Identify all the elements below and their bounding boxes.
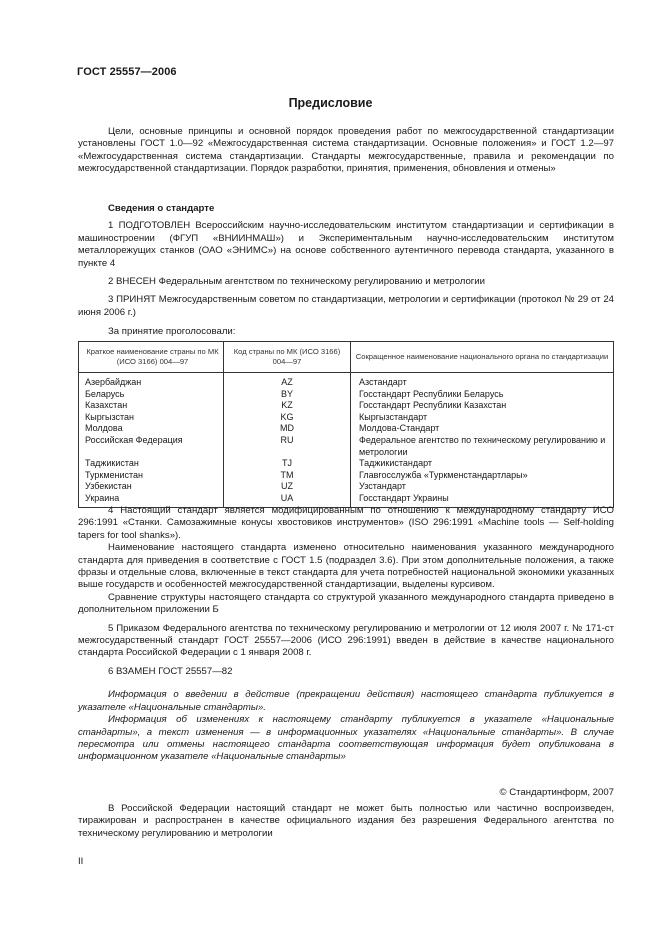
table-row: [79, 412, 614, 424]
code-cell: TM: [224, 470, 351, 482]
item-4: 4 Настоящий стандарт является модифицированным по отношению к международному стандарту ИСО 296:1991 «Станки. Самозажимные конусы хвостовиков инструментов» (ISO 296:1991 «Machine tools — Self-holding tapers for tool shanks»).: [78, 505, 614, 541]
table-row: [79, 458, 614, 470]
table-header-country: Краткое наименование страны по МК (ИСО 3166) 004—97: [79, 342, 224, 373]
item-1: 1 ПОДГОТОВЛЕН Всероссийским научно-исследовательским институтом стандартизации и сертификации в машиностроении (ФГУП «ВНИИНМАШ») и Экспериментальным научно-исследовательским институтом металлорежущих станков (ОАО «ЭНИМС») на основе собственного аутентичного перевода стандарта, указанного в пункте 4: [78, 220, 614, 269]
table-row: [79, 423, 614, 435]
body-cell: Госстандарт Республики Беларусь: [351, 389, 614, 401]
table-row: [79, 481, 614, 493]
country-cell: Узбекистан: [79, 481, 224, 493]
code-cell: UA: [224, 493, 351, 507]
body-cell: Кыргызстандарт: [351, 412, 614, 424]
table-row: [79, 373, 614, 389]
body-cell: Азстандарт: [351, 373, 614, 389]
intro-paragraph: Цели, основные принципы и основной порядок проведения работ по межгосударственной стандартизации установлены ГОСТ 1.0—92 «Межгосударственная система стандартизации. Основные положения» и ГОСТ 1.2—97 «Межгосударственная система стандартизации. Стандарты межгосударственные, правила и рекомендации по межгосударственной стандартизации. Порядок разработки, принятия, применения, обновления и отмены»: [78, 126, 614, 175]
code-cell: MD: [224, 423, 351, 435]
table-header-code: Код страны по МК (ИСО 3166) 004—97: [224, 342, 351, 373]
closing-block: [78, 803, 614, 840]
body-cell: Молдова-Стандарт: [351, 423, 614, 435]
table-row: [79, 435, 614, 458]
document-header: ГОСТ 25557—2006: [77, 66, 177, 78]
body-cell: Узстандарт: [351, 481, 614, 493]
code-cell: KG: [224, 412, 351, 424]
item-4-comparison: Сравнение структуры настоящего стандарта со структурой указанного международного стандарта приведено в дополнительном приложении Б: [78, 591, 614, 616]
info-italic-2: Информация об изменениях к настоящему стандарту публикуется в указателе «Национальные стандарты», а текст изменения — в информационных указателях «Национальные стандарты». В случае пересмотра или отмены настоящего стандарта соответствующая информация будет опубликована в информационном указателе «Национальные стандарты»: [78, 714, 614, 763]
item-6: 6 ВЗАМЕН ГОСТ 25557—82: [108, 665, 233, 677]
code-cell: TJ: [224, 458, 351, 470]
info-block: [78, 203, 614, 339]
item-2: 2 ВНЕСЕН Федеральным агентством по техническому регулированию и метрологии: [108, 276, 486, 288]
info-heading: Сведения о стандарте: [108, 203, 215, 214]
country-cell: Казахстан: [79, 400, 224, 412]
code-cell: AZ: [224, 373, 351, 389]
country-cell: Беларусь: [79, 389, 224, 401]
country-cell: Российская Федерация: [79, 435, 224, 458]
table-header-row: [79, 342, 614, 373]
voted-label: За принятие проголосовали:: [108, 326, 236, 338]
items-block: [78, 505, 614, 764]
body-cell: Главгосслужба «Туркменстандартлары»: [351, 470, 614, 482]
table-row: [79, 389, 614, 401]
country-cell: Кыргызстан: [79, 412, 224, 424]
code-cell: UZ: [224, 481, 351, 493]
table-header-body: Сокращенное наименование национального органа по стандартизации: [351, 342, 614, 373]
country-cell: Туркменистан: [79, 470, 224, 482]
page-number: II: [78, 856, 84, 867]
intro-block: [78, 126, 614, 176]
voting-table: [78, 341, 614, 508]
code-cell: KZ: [224, 400, 351, 412]
country-cell: Украина: [79, 493, 224, 507]
country-cell: Молдова: [79, 423, 224, 435]
country-cell: Таджикистан: [79, 458, 224, 470]
table-row: [79, 400, 614, 412]
body-cell: Госстандарт Украины: [351, 493, 614, 507]
info-italic-1: Информация о введении в действие (прекращении действия) настоящего стандарта публикуется в указателе «Национальные стандарты».: [78, 689, 614, 713]
item-5: 5 Приказом Федерального агентства по техническому регулированию и метрологии от 12 июля 2007 г. № 171-ст межгосударственный стандарт ГОСТ 25557—2006 (ИСО 296:1991) введен в действие в качестве национального стандарта Российской Федерации с 1 января 2008 г.: [78, 622, 614, 659]
copyright: © Стандартинформ, 2007: [499, 787, 614, 798]
table-row: [79, 470, 614, 482]
item-4-rename: Наименование настоящего стандарта изменено относительно наименования указанного международного стандарта для приведения в соответствие с ГОСТ 1.5 (подраздел 3.6). При этом дополнительные положения, а также фразы и отдельные слова, включенные в текст стандарта для учета потребностей национальной экономики указанных выше государств и особенностей межгосударственной стандартизации, выделены курсивом.: [78, 542, 614, 591]
page-title: Предисловие: [288, 96, 373, 110]
code-cell: RU: [224, 435, 351, 458]
country-cell: Азербайджан: [79, 373, 224, 389]
body-cell: Госстандарт Республики Казахстан: [351, 400, 614, 412]
closing-paragraph: В Российской Федерации настоящий стандарт не может быть полностью или частично воспроизведен, тиражирован и распространен в качестве официального издания без разрешения Федерального агентства по техническому регулированию и метрологии: [78, 803, 614, 839]
body-cell: Федеральное агентство по техническому регулированию и метрологии: [351, 435, 614, 458]
body-cell: Таджикистандарт: [351, 458, 614, 470]
item-3: 3 ПРИНЯТ Межгосударственным советом по стандартизации, метрологии и сертификации (протокол № 29 от 24 июня 2006 г.): [78, 294, 614, 318]
code-cell: BY: [224, 389, 351, 401]
